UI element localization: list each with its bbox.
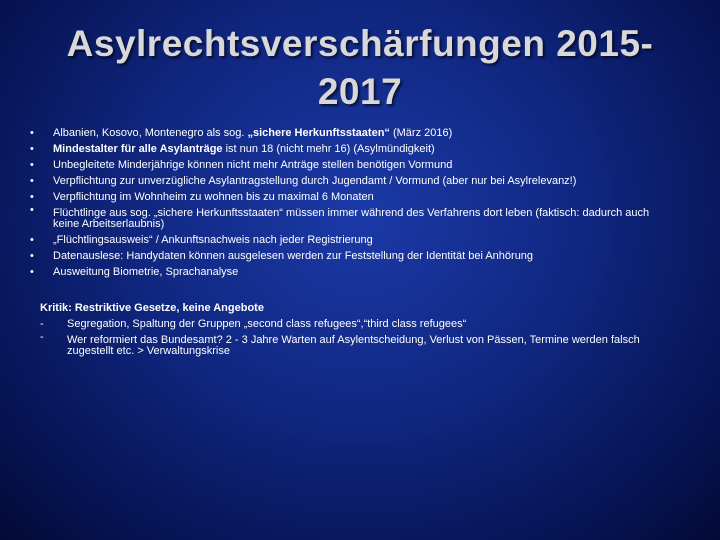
bullet-marker: • [30, 159, 34, 171]
bullet-text-suffix: ist nun 18 (nicht mehr 16) (Asylmündigkeit) [222, 143, 435, 155]
bullet-marker: • [30, 250, 34, 262]
bullet-bold-text: Mindestalter für alle Asylanträge [53, 143, 223, 155]
slide-title: Asylrechtsverschärfungen 2015-2017 [66, 23, 654, 112]
list-item [28, 189, 678, 205]
critique-heading: Kritik: Restriktive Gesetze, keine Angebote [40, 302, 264, 314]
bullet-marker: • [30, 204, 34, 216]
list-item [28, 205, 678, 232]
list-item [28, 125, 678, 141]
bullet-marker: • [30, 191, 34, 203]
bullet-text: Flüchtlinge aus sog. „sichere Herkunftsstaaten“ müssen immer während des Verfahrens dort leben (faktisch: dadurch auch keine Arbeitserlaubnis) [53, 207, 650, 230]
list-item [28, 157, 678, 173]
bullet-marker: • [30, 266, 34, 278]
bullet-text: Verpflichtung im Wohnheim zu wohnen bis zu maximal 6 Monaten [53, 191, 374, 203]
bullet-text: Unbegleitete Minderjährige können nicht mehr Anträge stellen benötigen Vormund [53, 159, 453, 171]
list-item [28, 232, 678, 248]
bullet-marker: • [30, 234, 34, 246]
bullet-marker: • [30, 127, 34, 139]
bullet-text: Verpflichtung zur unverzügliche Asylantragstellung durch Jugendamt / Vormund (aber nur bei Asylrelevanz!) [53, 175, 577, 187]
critique-item [40, 332, 680, 357]
list-item [28, 173, 678, 189]
bullet-text: Datenauslese: Handydaten können ausgelesen werden zur Feststellung der Identität bei Anhörung [53, 250, 534, 262]
list-item [28, 264, 678, 280]
critique-section [40, 300, 680, 357]
list-item [28, 248, 678, 264]
dash-marker: - [40, 318, 44, 330]
bullet-marker: • [30, 143, 34, 155]
bullet-text: Albanien, Kosovo, Montenegro als sog. [53, 127, 248, 139]
restriction-bullet-list [28, 125, 678, 280]
list-item [28, 141, 678, 157]
bullet-text-suffix: (März 2016) [389, 127, 453, 139]
bullet-marker: • [30, 175, 34, 187]
bullet-bold-text: „sichere Herkunftsstaaten“ [247, 127, 390, 139]
critique-item-text: Segregation, Spaltung der Gruppen „second class refugees“,“third class refugees“ [67, 318, 467, 330]
critique-item [40, 316, 680, 332]
dash-marker: - [40, 331, 44, 343]
critique-item-text: Wer reformiert das Bundesamt? 2 - 3 Jahre Warten auf Asylentscheidung, Verlust von Pässen, Termine werden falsch zugestellt etc. > Verwaltungskrise [67, 334, 640, 357]
bullet-text: Ausweitung Biometrie, Sprachanalyse [53, 266, 239, 278]
bullet-text: „Flüchtlingsausweis“ / Ankunftsnachweis nach jeder Registrierung [53, 234, 373, 246]
